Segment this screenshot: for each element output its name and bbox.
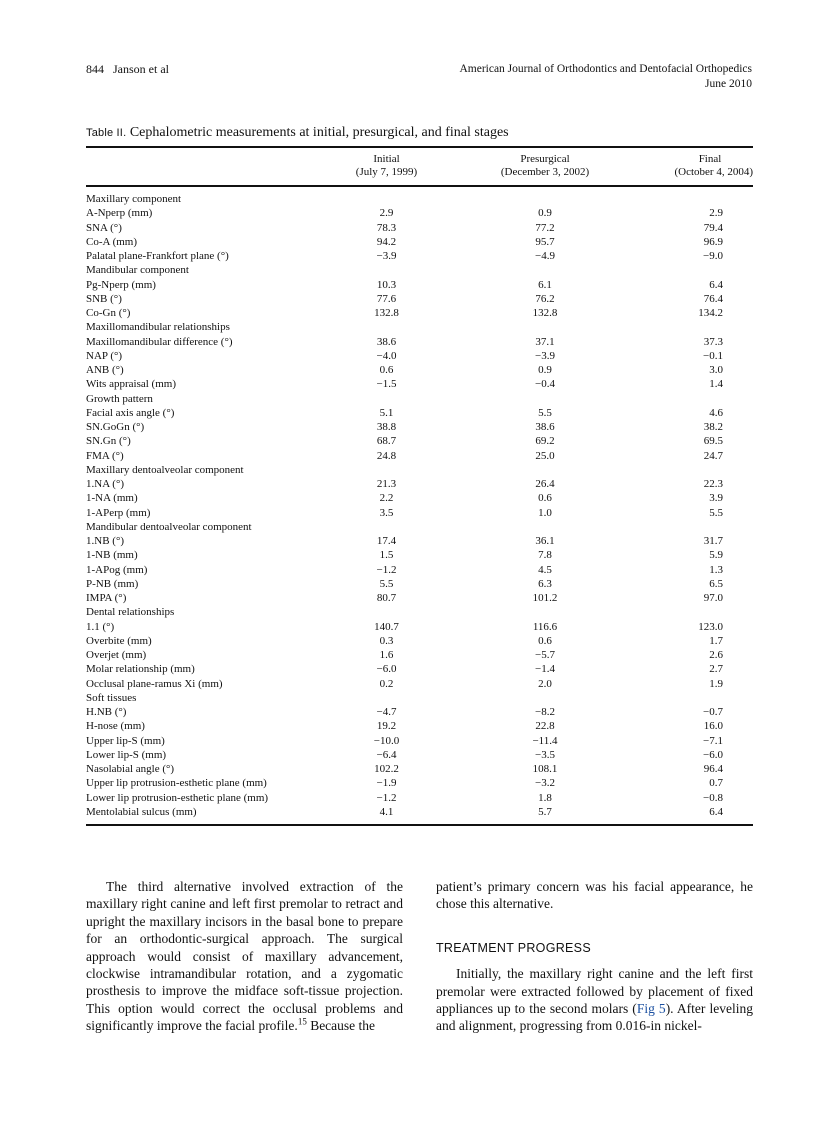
cell-final: 134.2 xyxy=(698,307,723,319)
table-caption-label: Table II. xyxy=(86,127,127,139)
cell-presurgical: −1.4 xyxy=(535,663,555,676)
table-row xyxy=(86,449,753,463)
cell-initial: 1.6 xyxy=(379,649,394,661)
table-row xyxy=(86,563,753,577)
paragraph-text-a: Initially, the maxillary right canine and the left first premolar were extracted followed by placement of fixed appliances up to the second molars ( xyxy=(436,966,753,1017)
row-label: Occlusal plane-ramus Xi (mm) xyxy=(86,677,223,690)
cell-final: 3.0 xyxy=(709,364,723,376)
header-final-date: (October 4, 2004) xyxy=(674,166,753,178)
header-initial-date: (July 7, 1999) xyxy=(355,166,418,178)
cell-final xyxy=(640,691,753,705)
table-row xyxy=(86,691,753,705)
cell-final: 2.9 xyxy=(709,207,723,220)
header-presurgical-name: Presurgical xyxy=(520,153,570,165)
right-column xyxy=(436,878,753,1035)
table-row xyxy=(86,206,753,220)
cell-initial: 3.5 xyxy=(379,506,394,519)
header-final xyxy=(640,147,753,186)
row-label: 1-APerp (mm) xyxy=(86,506,151,519)
row-label: Palatal plane-Frankfort plane (°) xyxy=(86,250,229,262)
paragraph-treatment-progress xyxy=(436,965,753,1035)
cell-initial: −1.9 xyxy=(376,777,397,790)
row-label: Lower lip protrusion-esthetic plane (mm) xyxy=(86,791,269,804)
paragraph-third-alternative xyxy=(86,878,403,1035)
table-row xyxy=(86,406,753,420)
cell-presurgical: 101.2 xyxy=(532,592,558,604)
cell-presurgical: 36.1 xyxy=(535,535,555,547)
cell-initial: 0.2 xyxy=(379,677,394,690)
cell-final: 31.7 xyxy=(703,535,723,547)
table-row xyxy=(86,791,753,805)
cell-presurgical: 5.7 xyxy=(538,805,552,818)
cell-presurgical xyxy=(450,691,640,705)
cell-initial xyxy=(323,186,450,206)
cell-presurgical: 1.8 xyxy=(538,791,552,804)
row-label: SN.GoGn (°) xyxy=(86,421,145,433)
cell-final: 5.9 xyxy=(709,549,723,562)
cephalometric-table xyxy=(86,146,753,826)
table-row xyxy=(86,363,753,377)
row-label: SN.Gn (°) xyxy=(86,435,131,448)
row-label: A-Nperp (mm) xyxy=(86,207,153,220)
header-final-name: Final xyxy=(698,153,722,165)
cell-presurgical: 108.1 xyxy=(532,763,558,775)
row-label: Wits appraisal (mm) xyxy=(86,378,176,391)
row-label: Maxillary dentoalveolar component xyxy=(86,463,244,476)
cell-final xyxy=(640,263,753,277)
cell-final: −9.0 xyxy=(703,250,723,262)
cell-initial: −4.7 xyxy=(376,706,397,718)
cell-initial: −1.2 xyxy=(376,791,397,804)
cell-final xyxy=(640,186,753,206)
row-label: 1.1 (°) xyxy=(86,620,115,633)
row-label: 1-NB (mm) xyxy=(86,549,138,562)
cell-initial: 21.3 xyxy=(376,478,397,490)
cell-presurgical: 0.9 xyxy=(538,207,552,220)
cell-final xyxy=(640,463,753,477)
row-label: Upper lip protrusion-esthetic plane (mm) xyxy=(86,777,267,790)
cell-presurgical: 7.8 xyxy=(538,549,552,562)
cell-final: −7.1 xyxy=(703,734,723,747)
cell-final: 2.7 xyxy=(709,663,723,676)
cell-final: 24.7 xyxy=(703,449,723,462)
table-row xyxy=(86,677,753,691)
row-label: FMA (°) xyxy=(86,449,124,462)
issue-date: June 2010 xyxy=(705,78,752,90)
cell-initial xyxy=(323,320,450,334)
cell-presurgical: 76.2 xyxy=(535,292,555,305)
row-label: Facial axis angle (°) xyxy=(86,406,175,419)
row-label: 1-NA (mm) xyxy=(86,492,138,505)
cell-final: 123.0 xyxy=(698,620,723,633)
row-label: SNB (°) xyxy=(86,292,122,305)
cell-initial xyxy=(323,691,450,705)
row-label: Mandibular dentoalveolar component xyxy=(86,520,252,533)
row-label: Upper lip-S (mm) xyxy=(86,734,165,747)
journal-title: American Journal of Orthodontics and Dentofacial Orthopedics xyxy=(459,63,752,75)
row-label: Nasolabial angle (°) xyxy=(86,763,175,775)
cell-presurgical xyxy=(450,392,640,406)
cell-presurgical: 4.5 xyxy=(538,563,552,576)
cell-initial: 0.3 xyxy=(379,634,394,647)
table-row xyxy=(86,335,753,349)
cell-presurgical: 22.8 xyxy=(535,720,555,733)
cell-initial: 80.7 xyxy=(376,592,397,604)
cell-initial xyxy=(323,263,450,277)
cell-final: −0.7 xyxy=(703,706,723,718)
row-label: Dental relationships xyxy=(86,606,175,619)
cell-initial xyxy=(323,520,450,534)
cell-final: 16.0 xyxy=(703,720,723,733)
table-row xyxy=(86,634,753,648)
section-heading-treatment-progress: TREATMENT PROGRESS xyxy=(436,940,591,955)
table-row xyxy=(86,734,753,748)
journal-info xyxy=(459,62,752,92)
left-column xyxy=(86,878,403,1035)
row-label: ANB (°) xyxy=(86,364,124,376)
cell-initial: 24.8 xyxy=(376,449,397,462)
table-row xyxy=(86,249,753,263)
cell-final: 76.4 xyxy=(703,292,723,305)
row-label: Co-A (mm) xyxy=(86,235,138,248)
table-row xyxy=(86,221,753,235)
cell-initial xyxy=(323,605,450,619)
header-initial-name: Initial xyxy=(373,153,400,165)
row-label: Maxillomandibular difference (°) xyxy=(86,335,233,348)
cell-final: 1.3 xyxy=(709,563,723,576)
table-row xyxy=(86,306,753,320)
cell-final: 3.9 xyxy=(709,492,723,505)
cell-presurgical: 0.6 xyxy=(538,492,552,505)
cell-final: 0.7 xyxy=(709,777,723,790)
cell-presurgical: −0.4 xyxy=(535,378,555,391)
cell-initial: −1.2 xyxy=(376,563,397,576)
table-row xyxy=(86,748,753,762)
table-row xyxy=(86,719,753,733)
table-row xyxy=(86,377,753,391)
cell-presurgical: 116.6 xyxy=(532,620,558,633)
cell-presurgical: −8.2 xyxy=(535,706,555,718)
cell-presurgical: 5.5 xyxy=(538,406,552,419)
table-row xyxy=(86,776,753,790)
table-row xyxy=(86,349,753,363)
cell-presurgical: 38.6 xyxy=(535,421,555,433)
cell-presurgical xyxy=(450,263,640,277)
cell-initial: 68.7 xyxy=(376,435,397,448)
row-label: H.NB (°) xyxy=(86,706,127,718)
row-label: Molar relationship (mm) xyxy=(86,663,195,676)
cell-final: 1.7 xyxy=(709,634,723,647)
table-caption-title: Cephalometric measurements at initial, presurgical, and final stages xyxy=(129,125,509,140)
row-label: Growth pattern xyxy=(86,392,153,405)
table-row xyxy=(86,292,753,306)
cell-initial xyxy=(323,392,450,406)
cell-presurgical: 37.1 xyxy=(535,335,555,348)
row-label: Maxillomandibular relationships xyxy=(86,321,230,334)
reference-superscript[interactable]: 15 xyxy=(297,1016,307,1027)
figure-link[interactable]: Fig 5 xyxy=(636,1001,666,1017)
cell-presurgical xyxy=(450,463,640,477)
table-row xyxy=(86,591,753,605)
page-number-author: 844 Janson et al xyxy=(86,62,169,76)
cell-presurgical: −11.4 xyxy=(532,734,558,747)
cell-presurgical: 6.1 xyxy=(538,278,552,291)
cell-final xyxy=(640,392,753,406)
cell-final: 1.4 xyxy=(709,378,723,391)
table-caption xyxy=(86,124,753,142)
table-row xyxy=(86,392,753,406)
row-label: P-NB (mm) xyxy=(86,577,139,590)
cell-initial: −10.0 xyxy=(373,734,400,747)
table-row xyxy=(86,534,753,548)
cell-initial: 1.5 xyxy=(379,549,394,562)
cell-initial: 10.3 xyxy=(376,278,397,291)
table-row xyxy=(86,320,753,334)
header-initial xyxy=(323,147,450,186)
table-row xyxy=(86,263,753,277)
cell-initial: 5.1 xyxy=(379,406,394,419)
row-label: 1.NA (°) xyxy=(86,478,125,490)
cell-presurgical xyxy=(450,605,640,619)
cell-final: 96.4 xyxy=(703,763,723,775)
cell-presurgical: −4.9 xyxy=(535,250,555,262)
header-label-column xyxy=(86,147,323,186)
cell-presurgical xyxy=(450,520,640,534)
row-label: Pg-Nperp (mm) xyxy=(86,278,156,291)
cell-final xyxy=(640,320,753,334)
row-label: H-nose (mm) xyxy=(86,720,145,733)
paragraph-continuation: patient’s primary concern was his facial appearance, he chose this alternative. xyxy=(436,879,753,912)
cell-initial: 5.5 xyxy=(379,577,394,590)
cell-presurgical: 1.0 xyxy=(538,506,552,519)
row-label: Mentolabial sulcus (mm) xyxy=(86,805,197,818)
cell-presurgical xyxy=(450,186,640,206)
table-row xyxy=(86,605,753,619)
cell-initial: −4.0 xyxy=(376,349,397,362)
table-body xyxy=(86,186,753,825)
cell-initial: 38.6 xyxy=(376,335,397,348)
cell-initial: −1.5 xyxy=(376,378,397,391)
table-row xyxy=(86,278,753,292)
cell-final: 6.5 xyxy=(709,577,723,590)
cell-initial: 0.6 xyxy=(379,364,394,376)
table-header-row xyxy=(86,147,753,186)
paragraph-text: The third alternative involved extraction of the maxillary right canine and left first premolar to retract and upright the maxillary incisors in the basal bone to prepare for an orthodontic-surgical approach. The surgical approach would consist of maxillary advancement, clockwise intramandibular rotation, and a zygomatic prosthesis to improve the midface soft-tissue projection. This option would correct the occlusal problems and significantly improve the facial profile. xyxy=(86,879,403,1034)
cell-final: 96.9 xyxy=(703,235,723,248)
cell-presurgical: 0.6 xyxy=(538,634,552,647)
cell-final: 6.4 xyxy=(709,278,723,291)
cell-initial: 140.7 xyxy=(374,620,399,633)
cell-initial: 2.9 xyxy=(379,207,394,220)
row-label: 1.NB (°) xyxy=(86,535,125,547)
table-row xyxy=(86,762,753,776)
table-row xyxy=(86,705,753,719)
row-label: SNA (°) xyxy=(86,221,122,234)
table-row xyxy=(86,548,753,562)
cell-final: 4.6 xyxy=(709,406,723,419)
table-row xyxy=(86,186,753,206)
cell-presurgical: −3.2 xyxy=(535,777,555,790)
row-label: NAP (°) xyxy=(86,349,123,362)
row-label: 1-APog (mm) xyxy=(86,563,148,576)
row-label: Overjet (mm) xyxy=(86,649,147,661)
cell-final: 69.5 xyxy=(703,435,723,448)
table-row xyxy=(86,491,753,505)
measurement-table-block xyxy=(86,124,753,826)
cell-presurgical: 2.0 xyxy=(538,677,552,690)
cell-presurgical: −5.7 xyxy=(535,649,555,661)
cell-presurgical: −3.5 xyxy=(535,748,555,761)
table-row xyxy=(86,805,753,825)
row-label: Maxillary component xyxy=(86,193,182,205)
table-row xyxy=(86,620,753,634)
cell-final: 79.4 xyxy=(703,221,723,234)
cell-final: 22.3 xyxy=(703,478,723,490)
row-label: IMPA (°) xyxy=(86,592,127,604)
cell-initial: 2.2 xyxy=(379,492,394,505)
row-label: Overbite (mm) xyxy=(86,634,152,647)
table-row xyxy=(86,463,753,477)
table-row xyxy=(86,648,753,662)
cell-initial: 4.1 xyxy=(379,805,394,818)
paragraph-text-b: ). After leveling and alignment, progressing from 0.016-in nickel- xyxy=(436,1001,753,1034)
cell-initial: 132.8 xyxy=(374,307,399,319)
cell-initial: 94.2 xyxy=(376,235,397,248)
table-row xyxy=(86,662,753,676)
cell-presurgical: 69.2 xyxy=(535,435,555,448)
cell-final: 97.0 xyxy=(703,592,723,604)
cell-initial: 17.4 xyxy=(376,535,397,547)
cell-presurgical xyxy=(450,320,640,334)
table-row xyxy=(86,477,753,491)
cell-presurgical: 95.7 xyxy=(535,235,555,248)
cell-presurgical: −3.9 xyxy=(535,349,555,362)
table-row xyxy=(86,420,753,434)
cell-initial xyxy=(323,463,450,477)
table-row xyxy=(86,235,753,249)
cell-initial: 78.3 xyxy=(376,221,397,234)
cell-presurgical: 6.3 xyxy=(538,577,552,590)
header-presurgical-date: (December 3, 2002) xyxy=(500,166,590,178)
cell-final xyxy=(640,520,753,534)
cell-presurgical: 132.8 xyxy=(532,307,558,319)
table-row xyxy=(86,520,753,534)
cell-presurgical: 25.0 xyxy=(535,449,555,462)
table-row xyxy=(86,506,753,520)
cell-initial: 38.8 xyxy=(376,421,397,433)
cell-final: −0.8 xyxy=(703,791,723,804)
cell-presurgical: 26.4 xyxy=(535,478,555,490)
cell-final: 2.6 xyxy=(709,649,723,661)
row-label: Mandibular component xyxy=(86,264,189,277)
cell-final: −0.1 xyxy=(703,349,723,362)
cell-initial: 19.2 xyxy=(376,720,397,733)
cell-final: 5.5 xyxy=(709,506,723,519)
cell-initial: −6.0 xyxy=(376,663,397,676)
table-row xyxy=(86,434,753,448)
cell-final: −6.0 xyxy=(703,748,723,761)
cell-final: 37.3 xyxy=(703,335,723,348)
paragraph-tail: Because the xyxy=(306,1018,376,1034)
cell-final: 6.4 xyxy=(709,805,723,818)
table-row xyxy=(86,577,753,591)
cell-final xyxy=(640,605,753,619)
cell-initial: 102.2 xyxy=(374,763,399,775)
cell-presurgical: 77.2 xyxy=(535,221,555,234)
cell-initial: −6.4 xyxy=(376,748,397,761)
cell-final: 1.9 xyxy=(709,677,723,690)
row-label: Soft tissues xyxy=(86,691,137,704)
row-label: Co-Gn (°) xyxy=(86,307,131,319)
cell-final: 38.2 xyxy=(703,421,723,433)
cell-initial: 77.6 xyxy=(376,292,397,305)
row-label: Lower lip-S (mm) xyxy=(86,748,167,761)
cell-initial: −3.9 xyxy=(376,250,397,262)
cell-presurgical: 0.9 xyxy=(538,364,552,376)
header-presurgical xyxy=(450,147,640,186)
